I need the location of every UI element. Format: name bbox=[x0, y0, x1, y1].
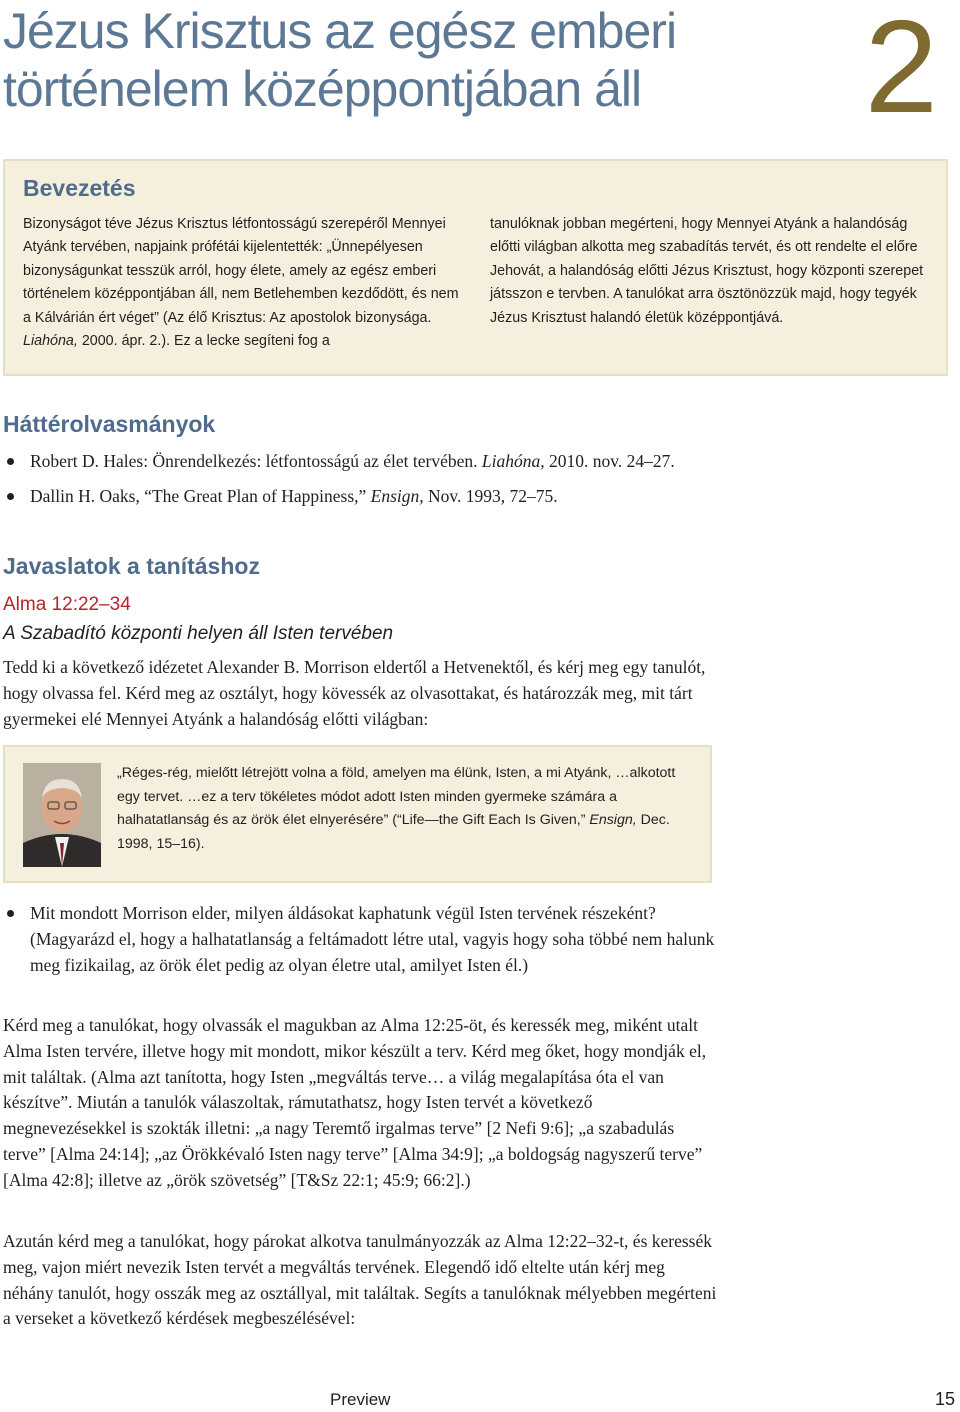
list-item bbox=[3, 483, 723, 509]
chapter-number: 2 bbox=[864, 0, 934, 140]
instruction-paragraph-1: Tedd ki a következő idézetet Alexander B. Morrison eldertől a Hetvenektől, és kérj meg egy tanulót, hogy olvassa fel. Kérd meg az osztályt, hogy kövessék az olvasottakat, és határozzák meg, mit tárt gyermekei elé Mennyei Atyánk a halandóság előtti világban: bbox=[3, 657, 706, 729]
discussion-question-list bbox=[3, 900, 723, 978]
scripture-reference: Alma 12:22–34 bbox=[3, 594, 131, 615]
chapter-title bbox=[3, 2, 783, 118]
intro-source-title: Liahóna, bbox=[23, 333, 78, 350]
chapter-title-line2: történelem középpontjában áll bbox=[3, 61, 642, 117]
reading-1-text-a: Robert D. Hales: Önrendelkezés: létfontosságú az élet tervében. bbox=[30, 451, 482, 471]
speaker-portrait bbox=[23, 763, 101, 867]
list-item bbox=[3, 448, 723, 474]
quote-body: „Réges-rég, mielőtt létrejött volna a föld, amelyen ma élünk, Isten, a mi Atyánk, …alkotott egy tervet. …ez a terv tökéletes módot adott Isten minden gyermeke számára a halhatatlanság és az örök élet elnyerésére” (“Life—the Gift Each Is Given,” bbox=[117, 765, 676, 828]
instruction-paragraph-2: Kérd meg a tanulókat, hogy olvassák el magukban az Alma 12:25-öt, és keressék meg, miként utalt Alma Isten tervére, illetve hogy mit mondott, mikor készült a terv. Kérd meg őket, hogy mondják el, mit találtak. (Alma azt tanította, hogy Isten „megváltás terve… a világ megalapítása óta el van készítve”. Miután a tanulók válaszoltak, rámutathatsz, hogy Isten tervét a következő megnevezésekkel is szokták illetni: „a nagy Teremtő irgalmas terve” [2 Nefi 9:6]; „a szabadulás terve” [Alma 24:14]; „az Örökkévaló Isten nagy terve” [Alma 34:9]; „a boldogság nagyszerű terve” [Alma 42:8]; illetve az „örök szövetség” [T&Sz 22:1; 45:9; 66:2].) bbox=[3, 1015, 707, 1190]
instruction-paragraph-3: Azután kérd meg a tanulókat, hogy párokat alkotva tanulmányozzák az Alma 12:22–32-t, és keressék meg, vajon miért nevezik Isten tervét a megváltás tervének. Elegendő idő eltelte után kérj meg néhány tanulót, hogy osszák meg az osztállyal, mit találtak. Segíts a tanulóknak mélyebben megérteni a verseket a következő kérdések megbeszélésével: bbox=[3, 1231, 717, 1329]
discussion-question: Mit mondott Morrison elder, milyen áldásokat kaphatunk végül Isten tervének részeként? (Magyarázd el, hogy a halhatatlanság a feltámadott létre utal, vagyis hogy soha többé nem halunk meg fizikailag, az örök élet pedig az olyan életre utal, amilyet Isten él.) bbox=[30, 903, 715, 975]
quote-citation: Dec. 1998, 15–16). bbox=[117, 812, 670, 852]
introduction-column-left bbox=[23, 213, 463, 353]
intro-text-b: 2000. ápr. 2.). Ez a lecke segíteni fog a bbox=[77, 333, 330, 350]
introduction-box bbox=[3, 159, 948, 376]
reading-2-text-a: Dallin H. Oaks, “The Great Plan of Happiness,” bbox=[30, 486, 371, 506]
reading-1-source: Liahóna, bbox=[481, 451, 545, 471]
quote-box bbox=[3, 745, 712, 883]
portrait-image bbox=[23, 763, 101, 867]
quote-source-title: Ensign, bbox=[589, 812, 637, 828]
footer-preview-label: Preview bbox=[330, 1390, 391, 1409]
background-reading-list bbox=[3, 448, 723, 509]
intro-text-a: Bizonyságot téve Jézus Krisztus létfontosságú szerepéről Mennyei Atyánk tervében, napjaink prófétái kijelentették: „Ünnepélyesen bizonyságunkat tesszük arról, hogy élete, amely az egész emberi történelem középpontjában áll, nem Betlehemben kezdődött, és nem a Kálvárián ért véget” (Az élő Krisztus: Az apostolok bizonysága. bbox=[23, 216, 459, 326]
reading-2-text-b: Nov. 1993, 72–75. bbox=[423, 486, 558, 506]
introduction-column-right: tanulóknak jobban megérteni, hogy Mennyei Atyánk a halandóság előtti világban alkotta meg szabadítás tervét, és ott rendelte el előre Jehovát, a halandóság előtti Jézus Krisztust, hogy központi szerepet játsszon e tervben. A tanulókat arra ösztönözzük majd, hogy tegyék Jézus Krisztust halandó életük középpontjává. bbox=[490, 216, 924, 326]
list-item bbox=[3, 900, 723, 978]
quote-text bbox=[117, 762, 697, 856]
scripture-block-title: A Szabadító központi helyen áll Isten tervében bbox=[3, 623, 394, 644]
background-reading-heading: Háttérolvasmányok bbox=[3, 411, 216, 437]
page-number: 15 bbox=[934, 1389, 955, 1409]
reading-1-text-b: 2010. nov. 24–27. bbox=[544, 451, 675, 471]
introduction-heading: Bevezetés bbox=[23, 175, 136, 201]
chapter-title-line1: Jézus Krisztus az egész emberi bbox=[3, 3, 677, 59]
reading-2-source: Ensign, bbox=[370, 486, 424, 506]
teaching-suggestions-heading: Javaslatok a tanításhoz bbox=[3, 553, 260, 579]
